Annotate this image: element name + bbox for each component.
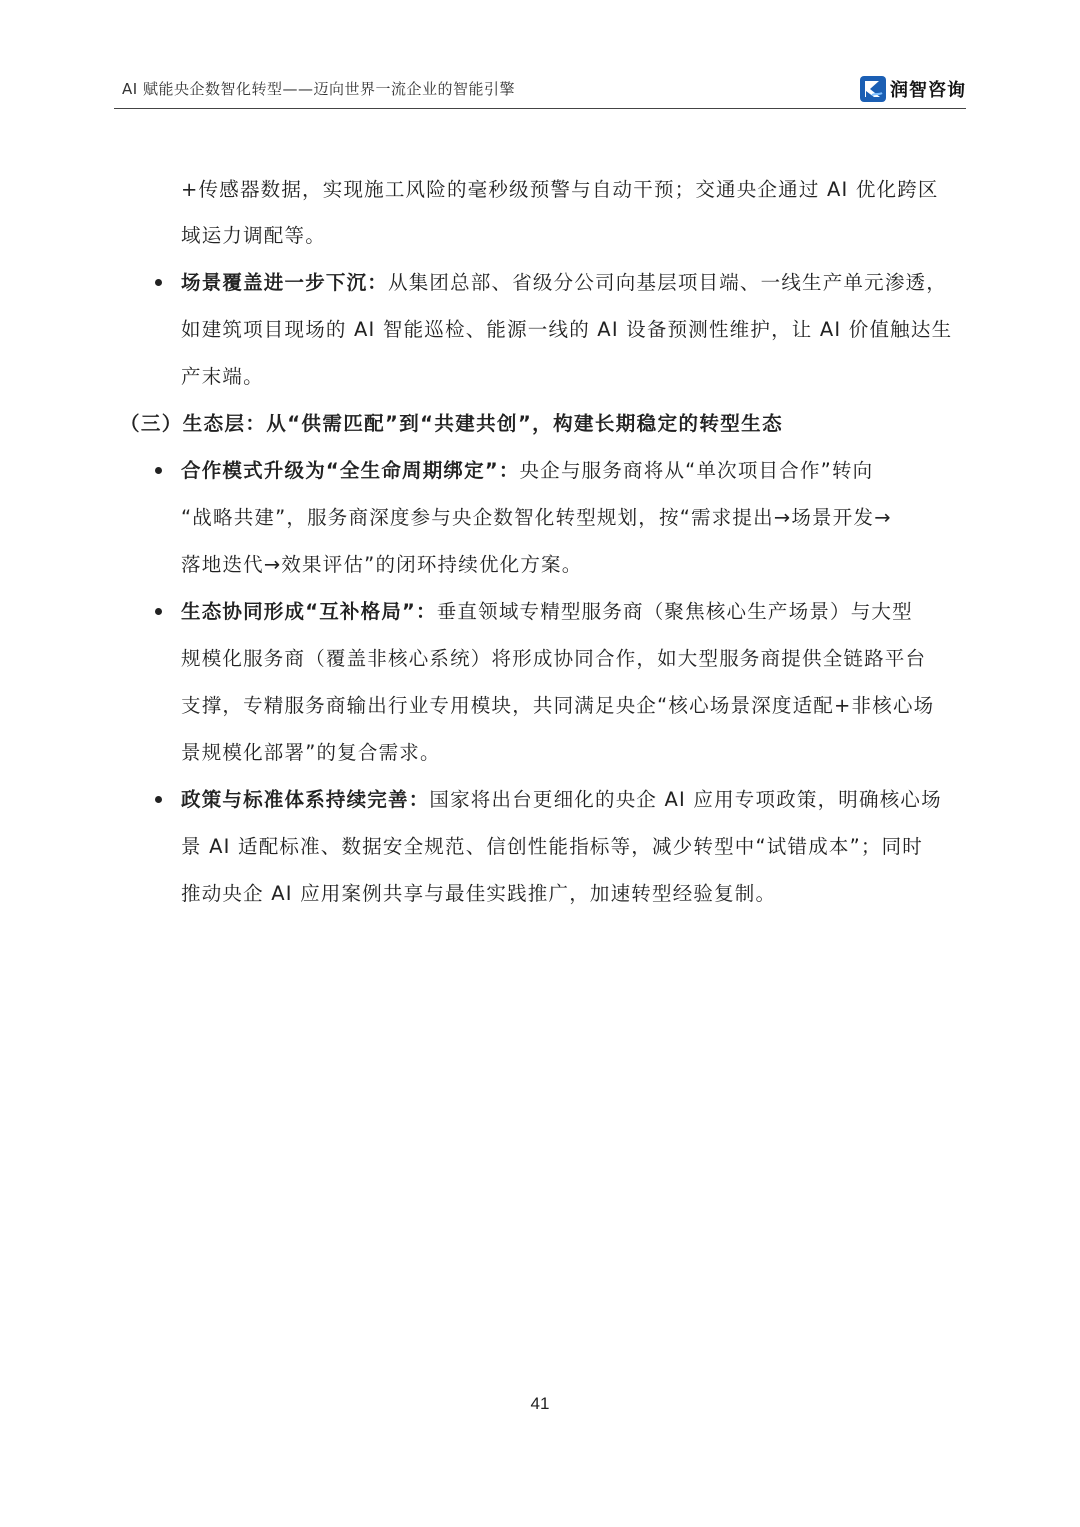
list-item-title: 政策与标准体系持续完善： — [181, 788, 430, 811]
list-item-line: 落地迭代→效果评估”的闭环持续优化方案。 — [181, 553, 583, 576]
list-item-line — [181, 596, 913, 624]
list-item-line — [181, 267, 947, 295]
list-item-line — [181, 455, 873, 483]
bullet-dot-icon — [155, 796, 162, 803]
list-item-line — [181, 784, 942, 812]
bullet-dot-icon — [155, 467, 162, 474]
page-header — [114, 72, 966, 109]
brand-logo-icon — [860, 76, 886, 102]
list-item-line: 景规模化部署”的复合需求。 — [181, 741, 441, 764]
header-title: AI 赋能央企数智化转型——迈向世界一流企业的智能引擎 — [122, 80, 515, 98]
list-item-line: 如建筑项目现场的 AI 智能巡检、能源一线的 AI 设备预测性维护，让 AI 价值触达生 — [181, 318, 953, 341]
list-item-text: 央企与服务商将从“单次项目合作”转向 — [519, 459, 874, 482]
list-item-title: 场景覆盖进一步下沉： — [181, 271, 389, 294]
brand — [860, 76, 966, 102]
list-item-line: 规模化服务商（覆盖非核心系统）将形成协同合作，如大型服务商提供全链路平台 — [181, 647, 927, 670]
bullet-dot-icon — [155, 608, 162, 615]
paragraph-line: 域运力调配等。 — [181, 224, 326, 247]
list-item-line: 产末端。 — [181, 365, 264, 388]
list-item-line: 景 AI 适配标准、数据安全规范、信创性能指标等，减少转型中“试错成本”；同时 — [181, 835, 923, 858]
section-heading: （三）生态层：从“供需匹配”到“共建共创”，构建长期稳定的转型生态 — [120, 412, 783, 435]
list-item-line: 支撑，专精服务商输出行业专用模块，共同满足央企“核心场景深度适配+非核心场 — [181, 694, 935, 717]
page-number: 41 — [530, 1394, 550, 1413]
list-item-title: 合作模式升级为“全生命周期绑定”： — [181, 459, 520, 482]
paragraph-line: +传感器数据，实现施工风险的毫秒级预警与自动干预；交通央企通过 AI 优化跨区 — [181, 178, 939, 201]
list-item-text: 从集团总部、省级分公司向基层项目端、一线生产单元渗透， — [388, 271, 947, 294]
brand-name: 润智咨询 — [890, 80, 966, 101]
bullet-dot-icon — [155, 279, 162, 286]
list-item-text: 垂直领域专精型服务商（聚焦核心生产场景）与大型 — [436, 600, 913, 623]
list-item-title: 生态协同形成“互补格局”： — [181, 600, 437, 623]
list-item-line: “战略共建”，服务商深度参与央企数智化转型规划，按“需求提出→场景开发→ — [181, 506, 892, 529]
list-item-text: 国家将出台更细化的央企 AI 应用专项政策，明确核心场 — [429, 788, 942, 811]
list-item-line: 推动央企 AI 应用案例共享与最佳实践推广，加速转型经验复制。 — [181, 882, 777, 905]
